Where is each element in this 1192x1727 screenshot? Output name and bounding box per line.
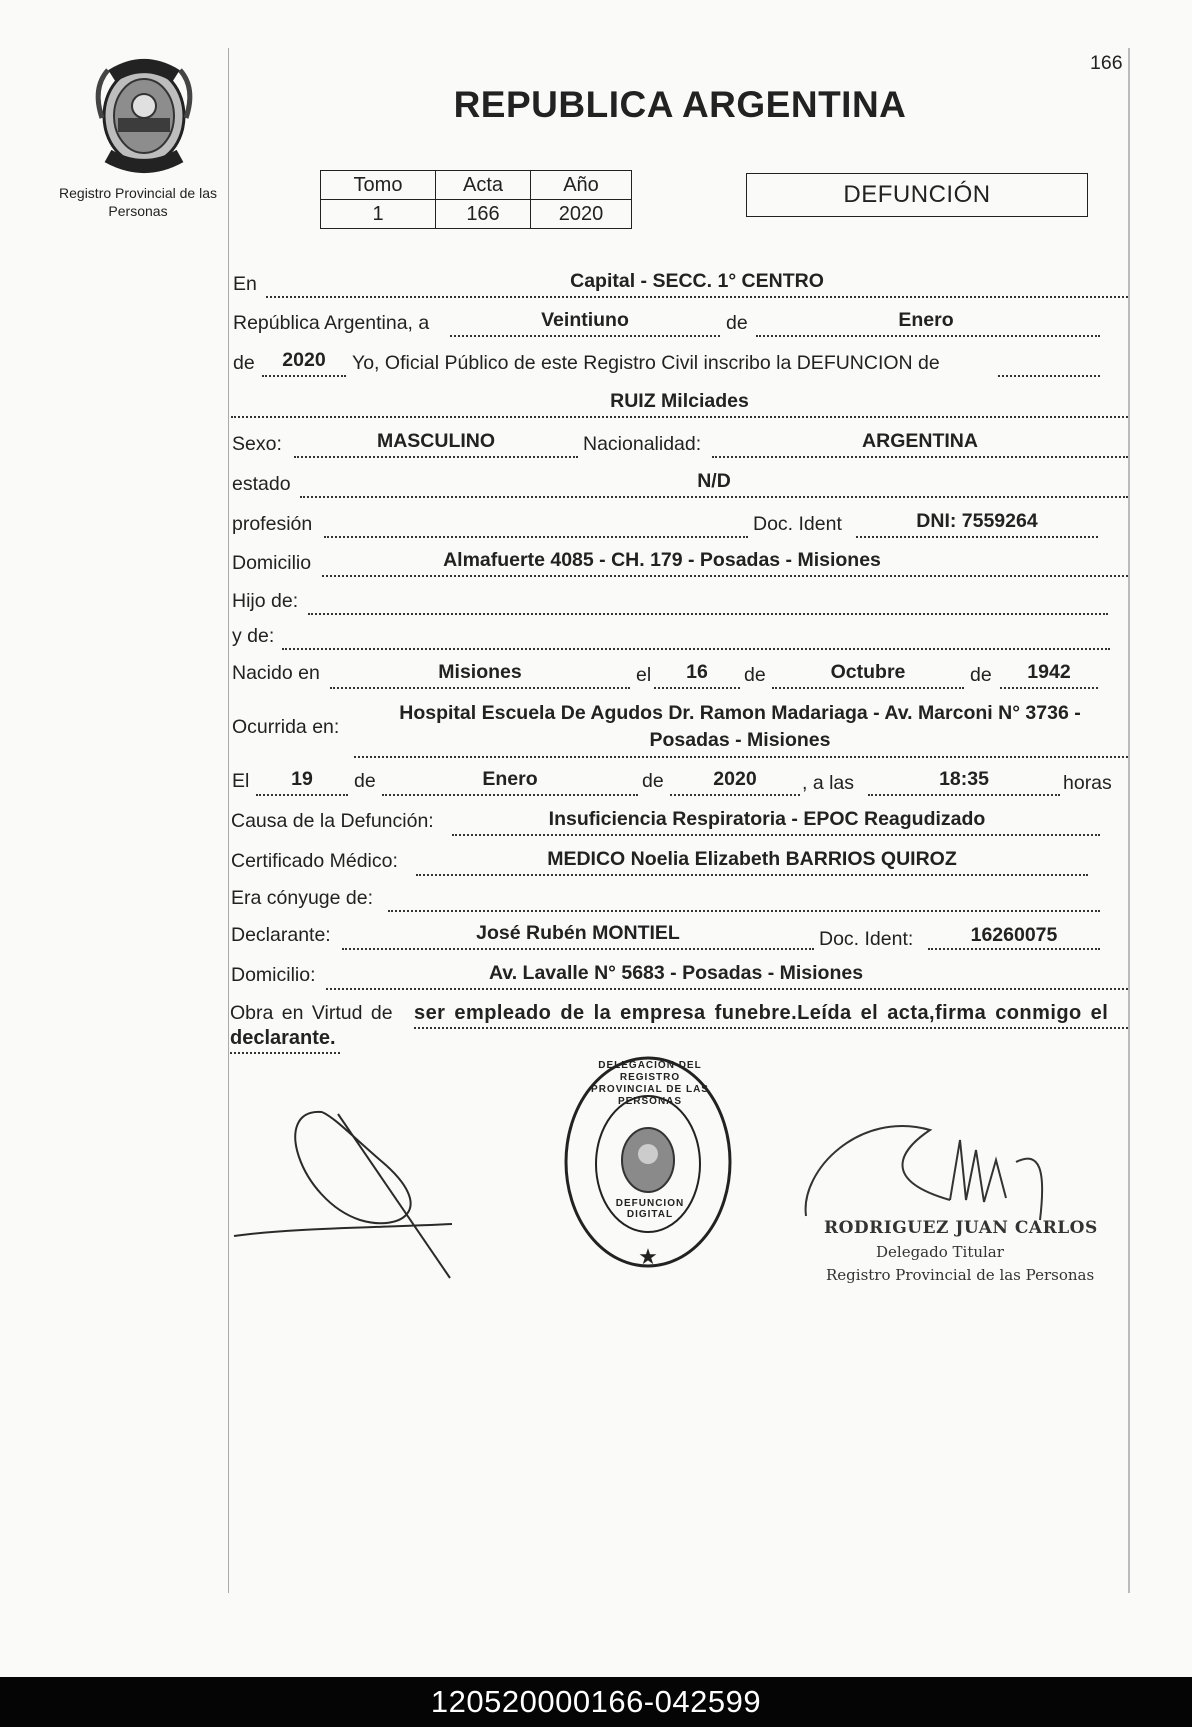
causa-value: Insuficiencia Respiratoria - EPOC Reagudizado <box>548 808 986 830</box>
dotted-line <box>772 687 964 689</box>
official-signature <box>800 1110 1060 1230</box>
nacido-en-value: Misiones <box>438 661 522 683</box>
domicilio-label: Domicilio <box>232 552 312 574</box>
dotted-line <box>756 335 1100 337</box>
register-header-tomo: Tomo <box>321 171 436 200</box>
dotted-line <box>282 648 1110 650</box>
page-number: 166 <box>1090 52 1123 74</box>
certificado-label: Certificado Médico: <box>231 850 398 872</box>
dotted-line <box>712 456 1128 458</box>
register-header-anio: Año <box>531 171 632 200</box>
ocurrida-line1: Hospital Escuela De Agudos Dr. Ramon Madariaga - Av. Marconi N° 3736 - <box>399 702 1081 724</box>
de-label: de <box>726 312 748 334</box>
estado-value: N/D <box>697 470 731 492</box>
official-name: RODRIGUEZ JUAN CARLOS <box>824 1218 1098 1238</box>
dotted-line <box>294 456 578 458</box>
doc-ident2-value: 16260075 <box>970 924 1058 946</box>
de-label: de <box>233 352 255 374</box>
birth-month-value: Octubre <box>830 661 906 683</box>
dotted-line <box>654 687 740 689</box>
causa-label: Causa de la Defunción: <box>231 810 434 832</box>
nacionalidad-value: ARGENTINA <box>862 430 978 452</box>
doc-ident-label: Doc. Ident <box>753 513 842 535</box>
ocurrida-label: Ocurrida en: <box>232 716 340 738</box>
domicilio-value: Almafuerte 4085 - CH. 179 - Posadas - Misiones <box>443 549 881 571</box>
dotted-line <box>382 794 638 796</box>
svg-text:★: ★ <box>638 1245 658 1270</box>
obra-label: Obra en Virtud de <box>230 1002 393 1024</box>
sexo-label: Sexo: <box>232 433 282 455</box>
register-value-anio: 2020 <box>531 200 632 229</box>
deceased-name: RUIZ Milciades <box>610 390 749 412</box>
yde-label: y de: <box>232 625 275 647</box>
place-value: Capital - SECC. 1° CENTRO <box>570 270 824 292</box>
death-time-value: 18:35 <box>939 768 989 790</box>
doc-ident-value: DNI: 7559264 <box>916 510 1038 532</box>
obra-line2: declarante. <box>230 1027 336 1049</box>
dotted-line <box>450 335 720 337</box>
dotted-line <box>266 296 1128 298</box>
conyuge-label: Era cónyuge de: <box>231 887 374 909</box>
dotted-line <box>670 794 800 796</box>
act-type-box: DEFUNCIÓN <box>746 173 1088 217</box>
certificado-value: MEDICO Noelia Elizabeth BARRIOS QUIROZ <box>547 848 957 870</box>
death-day-value: 19 <box>291 768 313 790</box>
nacionalidad-label: Nacionalidad: <box>583 433 702 455</box>
page-title: REPUBLICA ARGENTINA <box>453 84 907 125</box>
de-label: de <box>744 664 766 686</box>
death-month-value: Enero <box>482 768 538 790</box>
birth-day-value: 16 <box>686 661 708 683</box>
stamp-outer-text: DELEGACION DEL REGISTRO PROVINCIAL DE LAS PERSONAS <box>591 1060 709 1107</box>
dotted-line <box>998 375 1100 377</box>
dotted-line <box>388 910 1100 912</box>
right-margin-line <box>1128 48 1130 1593</box>
register-value-tomo: 1 <box>321 200 436 229</box>
dotted-line <box>300 496 1128 498</box>
dotted-line <box>308 613 1108 615</box>
dotted-line <box>416 874 1088 876</box>
year-value: 2020 <box>282 349 326 371</box>
profesion-label: profesión <box>232 513 313 535</box>
month-value: Enero <box>898 309 954 331</box>
nacido-label: Nacido en <box>232 662 320 684</box>
dotted-line <box>326 988 1128 990</box>
stamp-inner-text: DEFUNCION DIGITAL <box>615 1198 685 1220</box>
dotted-line <box>262 375 346 377</box>
declarante-value: José Rubén MONTIEL <box>476 922 680 944</box>
inscribo-text: Yo, Oficial Público de este Registro Civil inscribo la DEFUNCION de <box>352 352 940 374</box>
dotted-line <box>452 834 1100 836</box>
horas-label: horas <box>1063 772 1112 794</box>
dotted-line <box>354 756 1128 758</box>
official-role: Delegado Titular <box>876 1243 1004 1261</box>
official-office: Registro Provincial de las Personas <box>826 1266 1095 1284</box>
dotted-line <box>230 1052 340 1054</box>
alas-label: , a las <box>802 772 855 794</box>
register-table <box>320 170 632 229</box>
ocurrida-line2: Posadas - Misiones <box>649 729 831 751</box>
left-margin-line <box>228 48 229 1593</box>
dotted-line <box>1000 687 1098 689</box>
de-label: de <box>970 664 992 686</box>
document-code: 120520000166-042599 <box>0 1677 1192 1727</box>
dotted-line <box>330 687 630 689</box>
dotted-line <box>324 536 748 538</box>
sexo-value: MASCULINO <box>376 430 496 452</box>
dotted-line <box>322 575 1128 577</box>
estado-label: estado <box>232 473 291 495</box>
dotted-line <box>342 948 814 950</box>
declarante-signature <box>230 1100 470 1290</box>
dotted-line <box>414 1027 1128 1029</box>
de-label: de <box>354 770 376 792</box>
doc-ident2-label: Doc. Ident: <box>819 928 914 950</box>
obra-line1: ser empleado de la empresa funebre.Leída el acta,firma conmigo el <box>414 1002 1109 1024</box>
republica-label: República Argentina, a <box>233 312 430 334</box>
de-label: de <box>642 770 664 792</box>
domicilio2-value: Av. Lavalle N° 5683 - Posadas - Misiones <box>488 962 864 984</box>
declarante-label: Declarante: <box>231 924 331 946</box>
register-value-acta: 166 <box>436 200 531 229</box>
dotted-line <box>928 948 1100 950</box>
dotted-line <box>256 794 348 796</box>
day-words-value: Veintiuno <box>541 309 629 331</box>
el-label: el <box>636 664 652 686</box>
dotted-line <box>231 416 1128 418</box>
domicilio2-label: Domicilio: <box>231 964 316 986</box>
death-year-value: 2020 <box>713 768 757 790</box>
dotted-line <box>856 536 1098 538</box>
province-seal-icon <box>88 58 200 174</box>
registry-name: Registro Provincial de las Personas <box>59 185 217 219</box>
hijo-label: Hijo de: <box>232 590 299 612</box>
en-label: En <box>233 273 257 295</box>
register-header-acta: Acta <box>436 171 531 200</box>
el-cap-label: El <box>232 770 250 792</box>
dotted-line <box>868 794 1060 796</box>
birth-year-value: 1942 <box>1027 661 1071 683</box>
